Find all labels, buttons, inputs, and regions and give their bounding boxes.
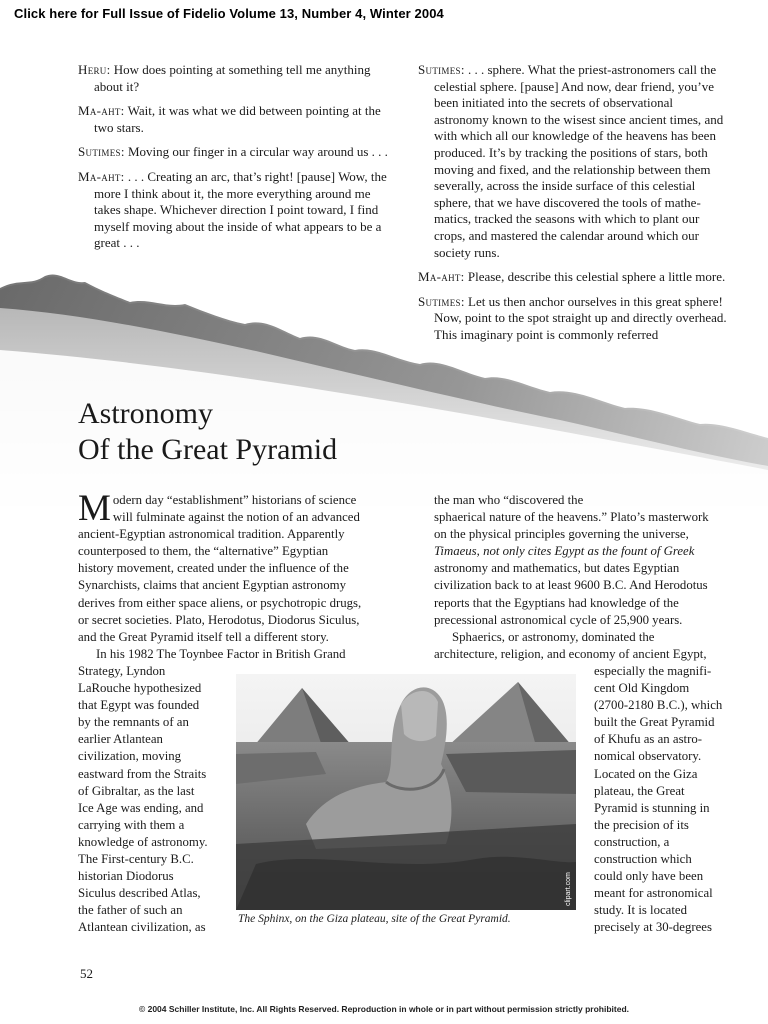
speaker-name: Ma-aht: (418, 269, 465, 285)
ink-wash-decoration (0, 270, 768, 510)
figure-caption: The Sphinx, on the Giza plateau, site of the Great Pyramid. (238, 913, 511, 925)
article-title: Astronomy Of the Great Pyramid (78, 397, 338, 466)
copyright-footer: © 2004 Schiller Institute, Inc. All Rights Reserved. Reproduction in whole or in part without permission strictly prohibited. (138, 1004, 630, 1014)
article-body-right: the man who “discovered the sphaerical nature of the heavens.” Plato’s masterwork on the physical principles governing the universe, Timaeus, not only cites Egypt as the fount of Greek astronomy and mathematics, but dates Egyptian civilization back to at least 9600 B.C. And Herodotus reports that the Egyptians had knowledge of the precessional astronomical cycle of 25,900 years. Sphaerics, or astronomy, dominated the architecture, religion, and economy of ancient Egypt, (434, 493, 709, 661)
speaker-name: Sutimes: (78, 144, 125, 160)
article-body-right-narrow: especially the magnifi- cent Old Kingdom (2700-2180 B.C.), which built the Great Pyramid of Khufu as an astro- nomical observatory. Located on the Giza plateau, the Great Pyramid is stunning in the precision of its construction, a construction which could only have been meant for astronomical study. It is located precisely at 30-degrees (594, 664, 723, 935)
article-body-left: M odern day “establishment” historians of science will fulminate against the notion of an advanced ancient-Egyptian astronomical tradition. Apparently counterposed to them, the “alternative” Egyptian history movement, created under the influence of the Synarchists, claims that ancient Egyptian astronomy derives from either space aliens, or psychotropic drugs, or secret societies. Plato, Herodotus, Diodorus Siculus, and the Great Pyramid itself tell a different story. In his 1982 The Toynbee Factor in British Grand Strategy, Lyndon LaRouche hypothesized that Egypt was founded by the remnants of an earlier Atlantean civilization, moving eastward from the Straits of Gibraltar, as the last Ice Age was ending, and carrying with them a knowledge of astronomy. The First-century B.C. historian Diodorus Siculus described Atlas, the father of such an Atlantean civilization, as (78, 488, 362, 935)
speaker-name: Heru: (78, 62, 111, 77)
drop-cap: M (78, 488, 111, 529)
speaker-name: Sutimes: (418, 293, 465, 309)
sphinx-pyramids-photo (236, 674, 576, 910)
dialogue-left-column (78, 62, 390, 260)
dialogue-line: Sutimes: Let us then anchor ourselves in this great sphere! Now, point to the spot straight up and directly overhead. This imaginary point is commonly referred (418, 293, 727, 342)
dialogue-line: Ma-aht: Please, describe this celestial sphere a little more. (418, 269, 726, 285)
dialogue-line: Heru: How does pointing at something tell me anything about it? (78, 62, 371, 94)
speaker-name: Sutimes: (418, 62, 465, 77)
dialogue-line: Ma-aht: . . . Creating an arc, that’s right! [pause] Wow, the more I think about it, the more everything around me takes shape. Whichever direction I point toward, I find myself moving about the inside of what appears to be a great . . . (78, 168, 387, 251)
speaker-name: Ma-aht: (78, 168, 125, 184)
page-number: 52 (80, 966, 93, 981)
full-issue-link[interactable]: Click here for Full Issue of Fidelio Volume 13, Number 4, Winter 2004 (14, 6, 444, 21)
speaker-name: Ma-aht: (78, 103, 125, 119)
dialogue-line: Sutimes: Moving our finger in a circular way around us . . . (78, 144, 388, 160)
dialogue-line: Sutimes: . . . sphere. What the priest-astronomers call the celestial sphere. [pause] And now, dear friend, you’ve been initiated into the secrets of observational astronomy known to the wisest since ancient times, and with which all our knowledge of the heavens has been produced. It’s by tracking the positions of stars, both moving and fixed, and the relationship between them severally, across the inside surface of this celestial sphere, that we have discovered the tools of mathe- matics, tracked the seasons with which to plant our crops, and mastered the calendar around which our society runs. (418, 62, 724, 260)
photo-credit: clipart.com (565, 872, 572, 906)
dialogue-line: Ma-aht: Wait, it was what we did between pointing at the two stars. (78, 103, 381, 135)
